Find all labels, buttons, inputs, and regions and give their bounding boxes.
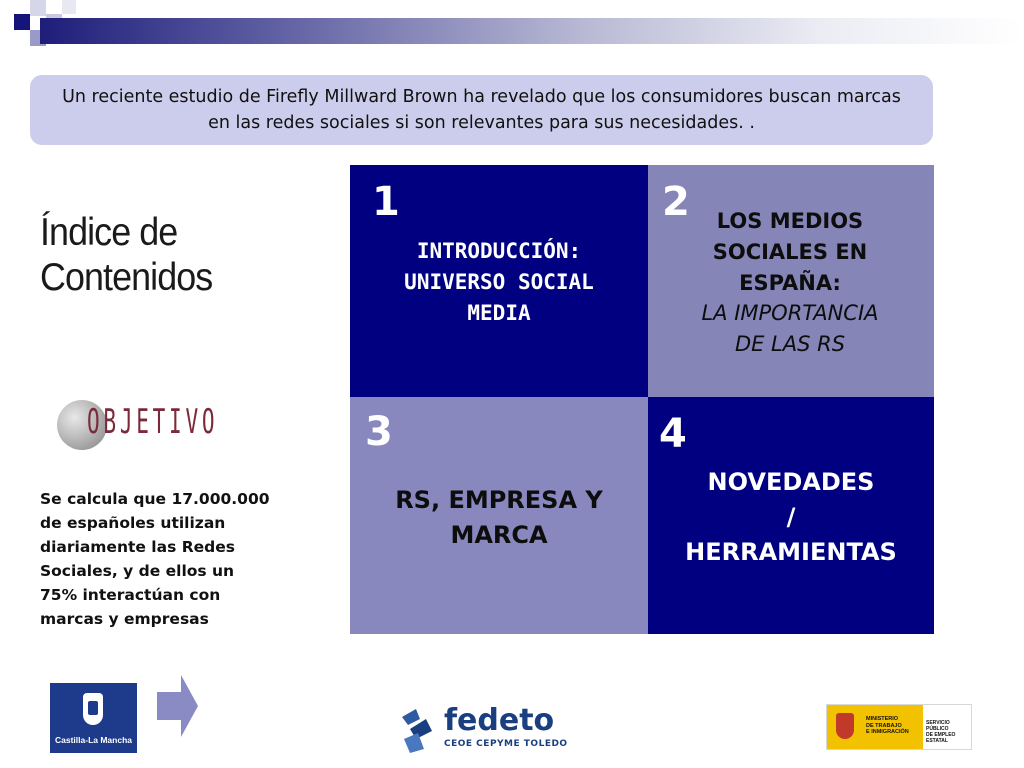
stat-text: Se calcula que 17.000.000 de españoles utilizan diariamente las Redes Sociales, y de ellos un 75% interactúan con marcas y empresas — [40, 490, 270, 628]
ministerio-name — [866, 716, 909, 736]
index-cell-4[interactable] — [648, 397, 934, 634]
index-cell-3[interactable] — [350, 397, 648, 634]
fedeto-mark-icon — [398, 705, 440, 755]
label-line: UNIVERSO SOCIAL — [404, 270, 594, 294]
index-number: 1 — [372, 179, 400, 225]
label-line: MARCA — [450, 521, 548, 549]
label-line: ESPAÑA: — [739, 271, 841, 295]
label-line: HERRAMIENTAS — [685, 538, 897, 566]
index-label — [350, 236, 648, 329]
page-title — [40, 210, 212, 300]
crest-icon — [83, 693, 103, 725]
index-number: 3 — [365, 409, 393, 455]
servicio-publico-text — [926, 720, 971, 744]
label-line: MEDIA — [467, 301, 531, 325]
label-line: SOCIALES EN — [712, 240, 868, 264]
index-label — [660, 206, 920, 299]
label-line: NOVEDADES — [707, 468, 875, 496]
objetivo-logo — [57, 398, 237, 454]
label-line: DE LAS RS — [734, 332, 846, 356]
label-line: RS, EMPRESA Y — [395, 486, 603, 514]
castilla-la-mancha-text: Castilla-La Mancha — [55, 735, 132, 745]
index-number: 2 — [662, 179, 690, 225]
index-number: 4 — [659, 411, 687, 457]
title-line: Contenidos — [40, 256, 213, 299]
arrow-right-icon[interactable] — [157, 675, 199, 737]
castilla-la-mancha-logo — [50, 683, 137, 753]
label-line: / — [786, 503, 796, 531]
intro-text: Un reciente estudio de Firefly Millward Brown ha revelado que los consumidores buscan marcas en las redes sociales si son relevantes para sus necesidades. . — [62, 87, 901, 133]
index-cell-2[interactable] — [648, 165, 934, 397]
objetivo-logo-text: OBJETIVO — [87, 402, 219, 442]
label-line: LA IMPORTANCIA — [701, 301, 879, 325]
ministerio-line: DE TRABAJO — [866, 722, 902, 729]
fedeto-name: fedeto — [444, 703, 555, 738]
label-line: LOS MEDIOS — [716, 209, 864, 233]
index-label — [648, 465, 934, 570]
label-line: INTRODUCCIÓN: — [416, 239, 582, 263]
deco-square — [30, 0, 46, 16]
ministerio-line: MINISTERIO — [866, 716, 899, 722]
ministerio-logo — [826, 704, 972, 750]
intro-banner — [30, 75, 933, 145]
index-cell-1[interactable] — [350, 165, 648, 397]
servicio-line: DE EMPLEO ESTATAL — [926, 732, 956, 744]
deco-square — [14, 14, 30, 30]
gradient-bar — [40, 18, 1024, 44]
ministerio-line: E INMIGRACIÓN — [866, 729, 909, 735]
fedeto-logo — [398, 703, 568, 758]
fedeto-subtitle: CEOE CEPYME TOLEDO — [444, 739, 568, 749]
deco-square — [62, 0, 76, 14]
coat-of-arms-icon — [827, 705, 863, 749]
index-label — [350, 483, 648, 553]
title-line: Índice de — [40, 211, 178, 254]
index-sublabel — [660, 298, 920, 360]
servicio-line: SERVICIO PÚBLICO — [926, 720, 950, 732]
